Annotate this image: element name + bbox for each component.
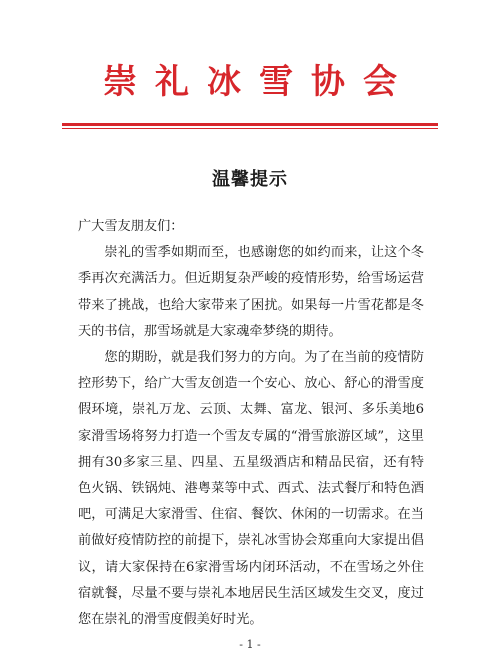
salutation: 广大雪友朋友们： (78, 219, 184, 234)
header-divider-thick (62, 123, 438, 126)
paragraph-2: 您的期盼，就是我们努力的方向。为了在当前的疫情防控形势下，给广大雪友创造一个安心、放心、舒心的滑雪度假环境，崇礼万龙、云顶、太舞、富龙、银河、多乐美地6家滑雪场将努力打造一个雪友专属的“滑雪旅游区域”，这里拥有30多家三星、四星、五星级酒店和精品民宿，还有特色火锅、铁锅炖、港粤菜等中式、西式、法式餐厅和特色酒吧，可满足大家滑雪、住宿、餐饮、休闲的一切需求。在当前做好疫情防控的前提下，崇礼冰雪协会郑重向大家提出倡议，请大家保持在6家滑雪场内闭环活动，不在雪场之外住宿就餐，尽量不要与崇礼本地居民生活区域发生交叉，度过您在崇礼的滑雪度假美好时光。 (78, 350, 424, 628)
page-number: - 1 - (239, 638, 261, 651)
document-body (78, 214, 424, 633)
organization-name: 崇礼冰雪协会 (103, 62, 415, 102)
header-divider-thin (62, 128, 438, 129)
document-title: 温馨提示 (212, 169, 288, 190)
paragraph-1: 崇礼的雪季如期而至，也感谢您的如约而来，让这个冬季再次充满活力。但近期复杂严峻的疫情形势，给雪场运营带来了挑战，也给大家带来了困扰。如果每一片雪花都是冬天的书信，那雪场就是大家魂牵梦绕的期待。 (78, 245, 424, 339)
